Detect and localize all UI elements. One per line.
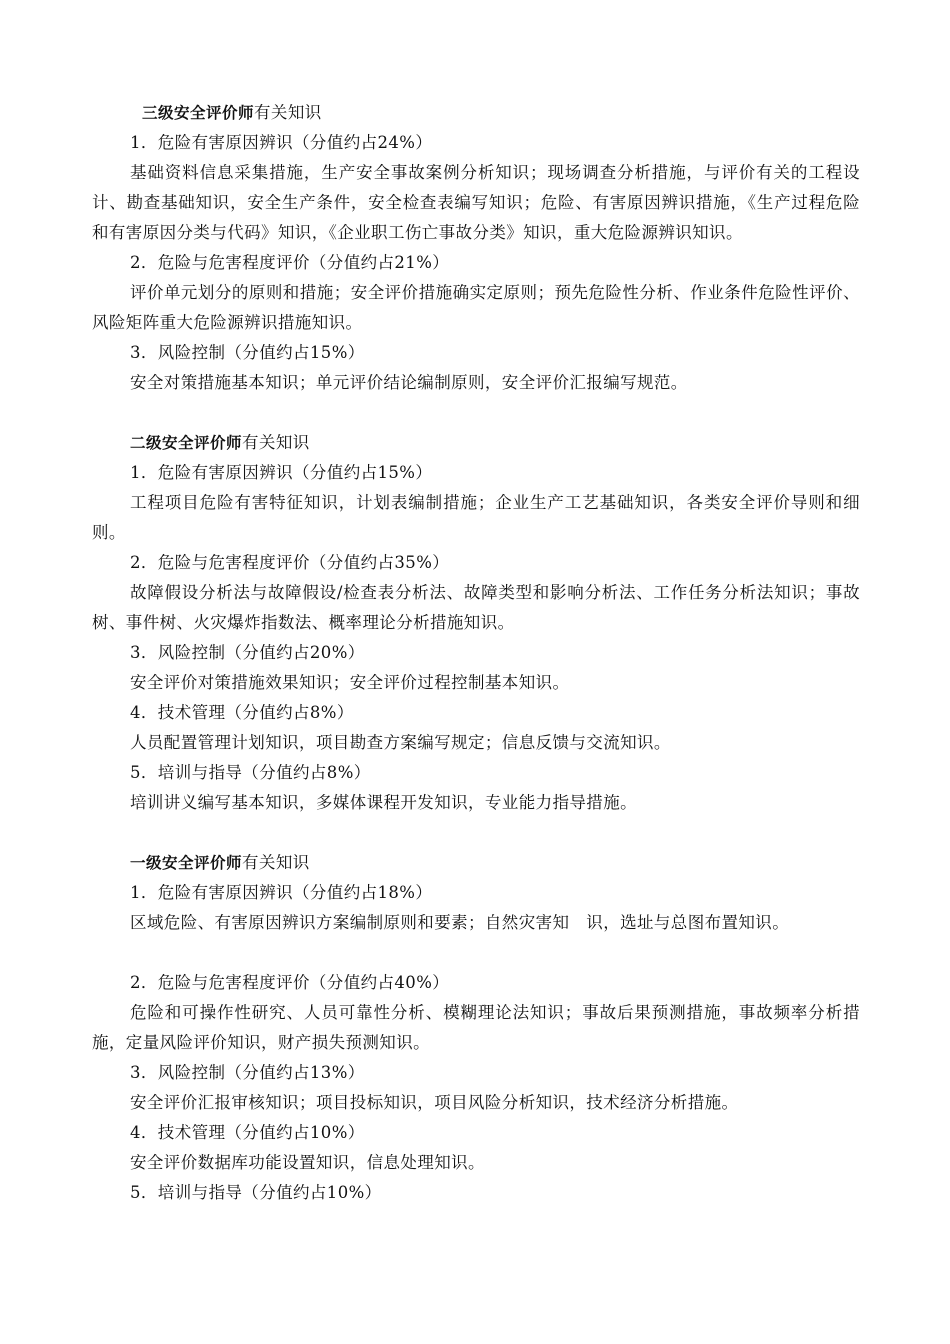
item-title: 2．危险与危害程度评价（分值约占21%） <box>130 253 450 272</box>
document-body <box>92 98 860 1208</box>
item-body: 工程项目危险有害特征知识，计划表编制措施；企业生产工艺基础知识，各类安全评价导则和细则。 <box>92 493 860 542</box>
section-spacer <box>92 398 860 428</box>
item-body: 人员配置管理计划知识，项目勘查方案编写规定；信息反馈与交流知识。 <box>130 733 671 752</box>
section-heading-level1 <box>92 848 860 878</box>
item-title: 1．危险有害原因辨识（分值约占18%） <box>130 883 433 902</box>
section-heading-bold: 二级安全评价师 <box>130 434 243 452</box>
section-heading-rest: 有关知识 <box>254 103 322 122</box>
item-body: 安全评价汇报审核知识；项目投标知识，项目风险分析知识，技术经济分析措施。 <box>130 1093 739 1112</box>
section-heading-level3 <box>92 98 860 128</box>
item-body: 培训讲义编写基本知识，多媒体课程开发知识，专业能力指导措施。 <box>130 793 637 812</box>
paragraph-spacer <box>92 938 860 968</box>
item-body: 安全对策措施基本知识；单元评价结论编制原则，安全评价汇报编写规范。 <box>130 373 688 392</box>
item-body: 评价单元划分的原则和措施；安全评价措施确实定原则；预先危险性分析、作业条件危险性评价、风险矩阵重大危险源辨识措施知识。 <box>92 283 860 332</box>
item-title: 3．风险控制（分值约占20%） <box>130 643 365 662</box>
item-title: 2．危险与危害程度评价（分值约占35%） <box>130 553 450 572</box>
item-title: 1．危险有害原因辨识（分值约占15%） <box>130 463 433 482</box>
item-body: 区域危险、有害原因辨识方案编制原则和要素；自然灾害知 识，选址与总图布置知识。 <box>130 913 790 932</box>
section-spacer <box>92 818 860 848</box>
item-title: 2．危险与危害程度评价（分值约占40%） <box>130 973 450 992</box>
item-title: 5．培训与指导（分值约占8%） <box>130 763 371 782</box>
item-title: 4．技术管理（分值约占10%） <box>130 1123 365 1142</box>
item-title: 5．培训与指导（分值约占10%） <box>130 1183 382 1202</box>
item-title: 4．技术管理（分值约占8%） <box>130 703 354 722</box>
item-title: 1．危险有害原因辨识（分值约占24%） <box>130 133 433 152</box>
section-heading-bold: 三级安全评价师 <box>142 104 255 122</box>
item-title: 3．风险控制（分值约占13%） <box>130 1063 365 1082</box>
item-body: 基础资料信息采集措施，生产安全事故案例分析知识；现场调查分析措施，与评价有关的工程设计、勘查基础知识，安全生产条件，安全检查表编写知识；危险、有害原因辨识措施，《生产过程危险和有害原因分类与代码》知识，《企业职工伤亡事故分类》知识，重大危险源辨识知识。 <box>92 163 860 242</box>
section-heading-rest: 有关知识 <box>242 853 310 872</box>
item-body: 危险和可操作性研究、人员可靠性分析、模糊理论法知识；事故后果预测措施，事故频率分析措施，定量风险评价知识，财产损失预测知识。 <box>92 1003 860 1052</box>
item-body: 故障假设分析法与故障假设/检查表分析法、故障类型和影响分析法、工作任务分析法知识；事故树、事件树、火灾爆炸指数法、概率理论分析措施知识。 <box>92 583 860 632</box>
item-body: 安全评价对策措施效果知识；安全评价过程控制基本知识。 <box>130 673 570 692</box>
section-heading-rest: 有关知识 <box>242 433 310 452</box>
section-heading-level2 <box>92 428 860 458</box>
section-heading-bold: 一级安全评价师 <box>130 854 243 872</box>
item-title: 3．风险控制（分值约占15%） <box>130 343 365 362</box>
item-body: 安全评价数据库功能设置知识，信息处理知识。 <box>130 1153 485 1172</box>
